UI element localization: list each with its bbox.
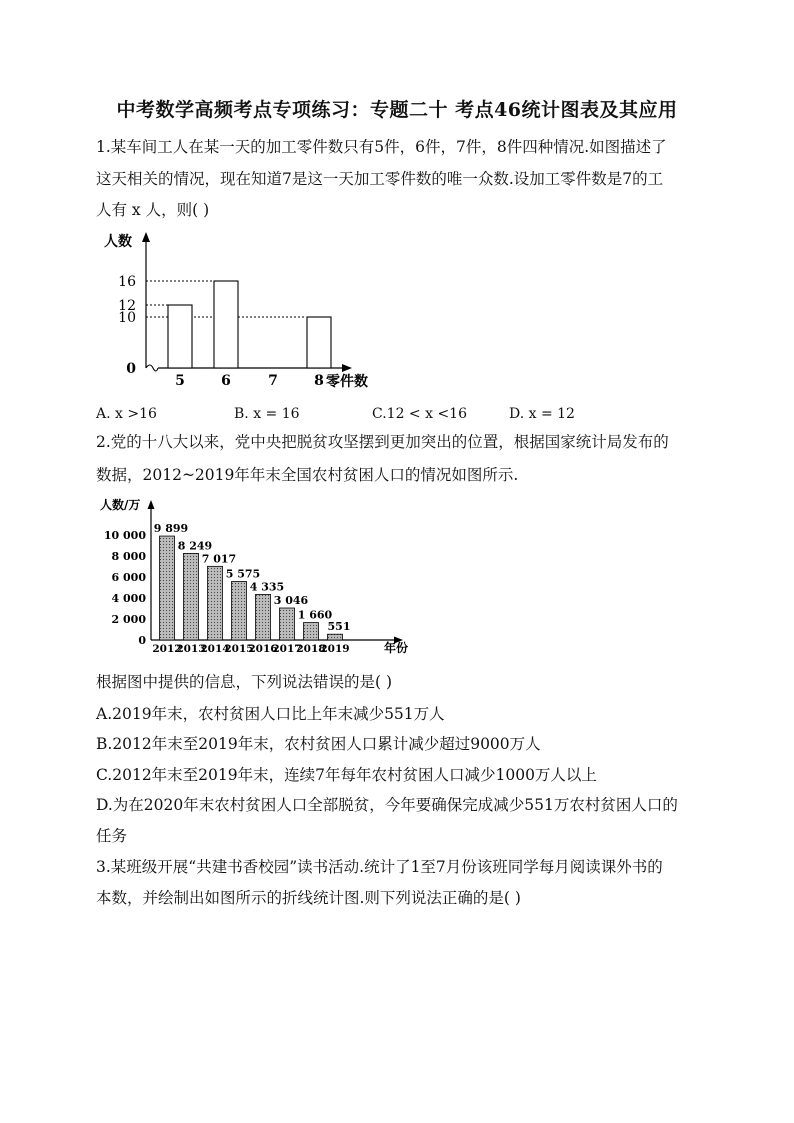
x-tick-label: 2015 (224, 643, 254, 655)
q3-line-1: 3.某班级开展“共建书香校园”读书活动.统计了1至7月份该班同学每月阅读课外书的 (96, 858, 663, 876)
q3-line-2: 本数，并绘制出如图所示的折线统计图.则下列说法正确的是( ) (96, 889, 521, 907)
bar-2012 (160, 536, 175, 640)
data-label: 9 899 (153, 522, 189, 536)
x-tick-label: 7 (268, 373, 278, 389)
data-label: 3 046 (273, 594, 309, 608)
y-tick-label: 10 000 (103, 529, 146, 542)
x-tick-label: 2018 (296, 643, 326, 655)
q2-line-2: 数据，2012~2019年年末全国农村贫困人口的情况如图所示. (96, 466, 519, 484)
x-axis-label: 年份 (384, 641, 409, 655)
data-label: 8 249 (177, 539, 213, 553)
y-axis-label: 人数 (104, 234, 132, 250)
data-label: 5 575 (225, 567, 261, 581)
y-axis-label: 人数/万 (100, 498, 141, 512)
bar-2019 (328, 634, 343, 640)
q1-option-c: C.12 < x <16 (372, 406, 467, 422)
q2-option-d-cont: 任务 (96, 827, 128, 845)
q2-option-a: A.2019年末，农村贫困人口比上年末减少551万人 (96, 705, 445, 723)
axis-break (146, 365, 158, 371)
y-axis-arrow (142, 232, 150, 242)
data-label: 551 (327, 620, 351, 634)
y-tick-label: 8 000 (111, 550, 146, 563)
q2-line-3: 根据图中提供的信息，下列说法错误的是( ) (96, 673, 393, 691)
y-tick-label: 6 000 (111, 571, 146, 584)
x-tick-label: 2019 (320, 643, 350, 655)
x-tick-label: 2017 (272, 643, 302, 655)
y-tick-label: 12 (118, 298, 136, 314)
y-tick-label: 0 (138, 634, 146, 647)
y-tick-label: 16 (118, 274, 136, 290)
q1-line-3: 人有 x 人，则( ) (96, 201, 210, 219)
bar-2017 (280, 608, 295, 640)
chart-workers-parts (96, 228, 396, 398)
y-tick-label: 4 000 (111, 592, 146, 605)
x-tick-label: 2012 (152, 643, 182, 655)
q1-option-b: B. x = 16 (234, 406, 300, 422)
q2-option-c: C.2012年末至2019年末，连续7年每年农村贫困人口减少1000万人以上 (96, 766, 597, 784)
data-label: 1 660 (297, 608, 333, 622)
bar-2013 (184, 553, 199, 640)
x-axis-arrow (342, 364, 352, 372)
data-label: 7 017 (201, 552, 237, 566)
x-tick-label: 5 (175, 373, 185, 389)
bar-5 (168, 305, 192, 368)
bar-2014 (208, 566, 223, 640)
x-tick-label: 8 (314, 373, 324, 389)
x-tick-label: 2014 (200, 643, 230, 655)
y-tick-label: 10 (118, 310, 136, 326)
q1-line-2: 这天相关的情况，现在知道7是这一天加工零件数的唯一众数.设加工零件数是7的工 (96, 170, 664, 188)
y-axis-arrow (148, 500, 155, 509)
chart-rural-poverty (96, 495, 416, 657)
bar-8 (307, 317, 331, 368)
q1-option-a: A. x >16 (96, 406, 157, 422)
bar-6 (214, 281, 238, 368)
x-tick-label: 6 (221, 373, 231, 389)
q1-line-1: 1.某车间工人在某一天的加工零件数只有5件，6件，7件，8件四种情况.如图描述了 (96, 138, 667, 156)
bar-2018 (304, 623, 319, 640)
bar-2015 (232, 581, 247, 640)
q2-option-d: D.为在2020年末农村贫困人口全部脱贫，今年要确保完成减少551万农村贫困人口的 (96, 796, 678, 814)
q1-option-d: D. x = 12 (509, 406, 575, 422)
q2-line-1: 2.党的十八大以来，党中央把脱贫攻坚摆到更加突出的位置，根据国家统计局发布的 (96, 433, 669, 451)
x-tick-label: 2013 (176, 643, 206, 655)
y-tick-label: 0 (126, 361, 136, 377)
x-tick-label: 2016 (248, 643, 278, 655)
page-title: 中考数学高频考点专项练习：专题二十 考点46统计图表及其应用 (116, 99, 678, 121)
q2-option-b: B.2012年末至2019年末，农村贫困人口累计减少超过9000万人 (96, 735, 541, 753)
data-label: 4 335 (249, 580, 285, 594)
y-tick-label: 2 000 (111, 613, 146, 626)
x-axis-label: 零件数 (326, 374, 368, 390)
bar-2016 (256, 594, 271, 640)
